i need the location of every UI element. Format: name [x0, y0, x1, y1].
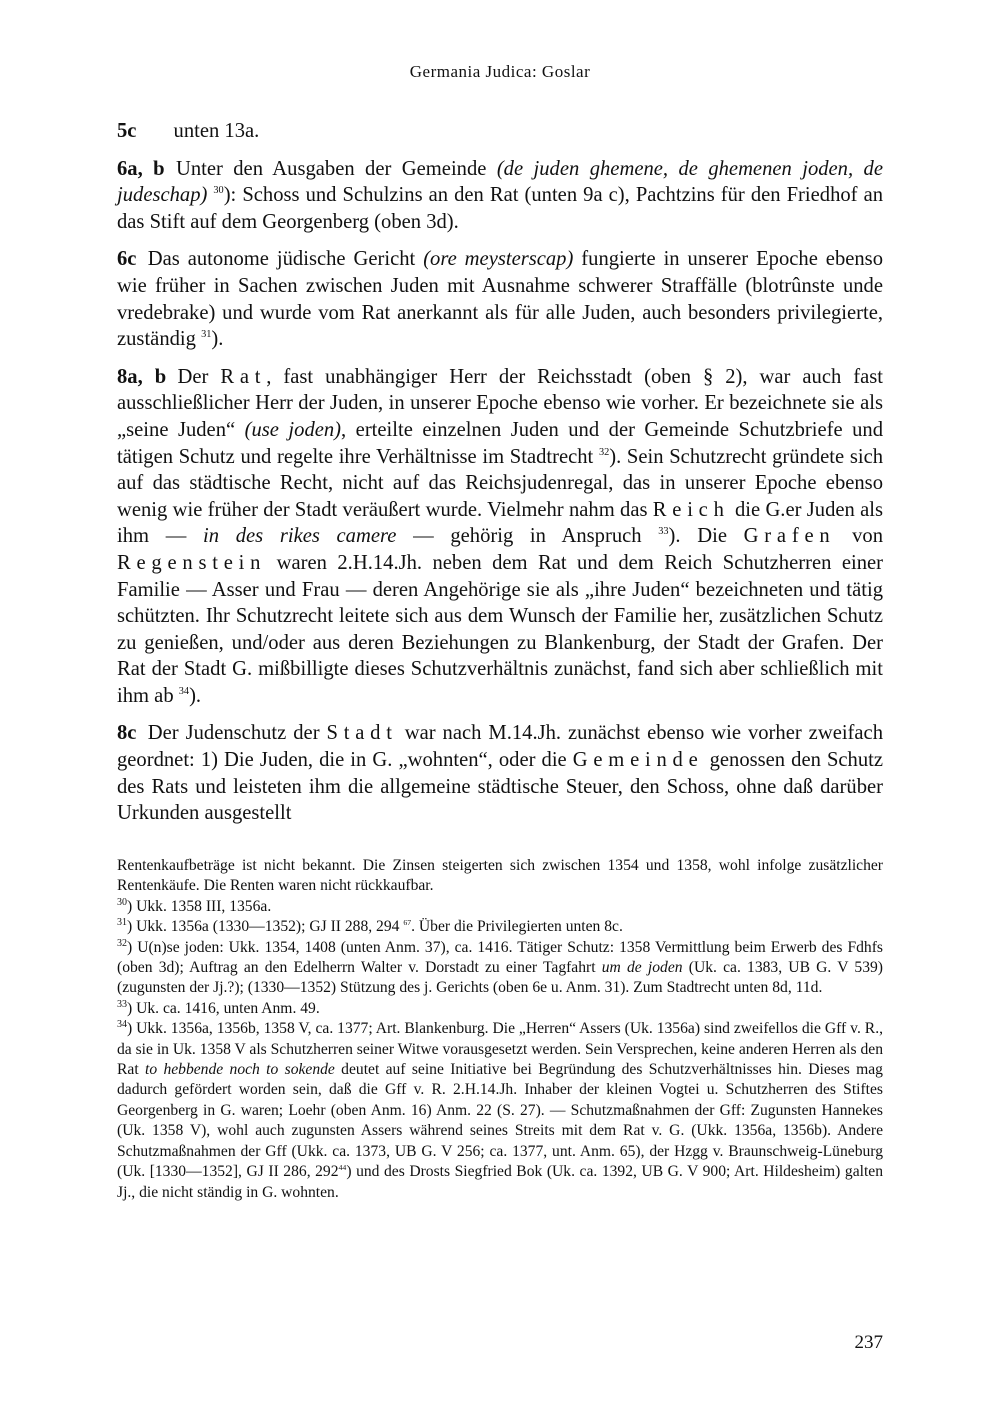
text-segment-spaced: Regenstein: [117, 551, 267, 574]
page-number: 237: [854, 1332, 883, 1353]
paragraph-label: 6c: [117, 248, 137, 271]
text-segment: Das autonome jüdische Gericht: [147, 248, 424, 271]
text-segment: unten 13a.: [173, 120, 260, 142]
paragraph-6ab: [117, 156, 883, 236]
footnote-ref: 33: [658, 526, 669, 538]
text-segment: von: [835, 525, 884, 548]
footnote-34: [117, 1019, 883, 1203]
footnote-number: 33: [117, 998, 127, 1010]
text-segment: ).: [211, 328, 224, 351]
paragraph-8ab: [117, 364, 883, 710]
text-segment-italic: in des rikes camere: [203, 525, 397, 548]
paragraph-label: 8a, b: [117, 365, 167, 388]
text-segment: war nach M.14.Jh. zunächst ebenso wie vorher zweifach geordnet: 1) Die Juden, die in G. „wohnten“, oder die: [117, 722, 883, 772]
text-segment: ) Ukk. 1358 III, 1356a.: [127, 897, 272, 915]
text-segment: deutet auf seine Initiative bei Begründung des Schutzverhältnisses hin. Dieses mag dadurch gefördert worden sein, daß die Gff v. R. 2.H.14.Jh. Inhaber der kleinen Vogtei u. Schutzherren des Stiftes Georgenberg in G. waren; Loehr (oben Anm. 16) Anm. 22 (S. 27). — Schutzmaßnahmen der Gff: Zugunsten Hannekes (Uk. 1358 V), wohl auch zugunsten Assers während seines Streits mit dem Rat v. G. (Ukk. 1356a, 1356b). Andere Schutzmaßnahmen der Gff (Ukk. ca. 1373, UB G. V 256; ca. 1377, unt. Anm. 65), der Hzgg v. Braunschweig-Lüneburg (Uk. [1330—1352], GJ II 286, 292: [117, 1061, 883, 1181]
text-segment: Der Judenschutz der: [147, 722, 327, 745]
paragraph-8c: [117, 720, 883, 826]
footnote-ref: 44: [338, 1162, 347, 1172]
text-segment-spaced: Reich: [652, 498, 730, 521]
footnote-31: [117, 917, 883, 937]
text-segment: ). Die: [668, 525, 744, 548]
text-segment: ) Ukk. 1356a, 1356b, 1358 V, ca. 1377; Art. Blankenburg. Die „Herren“ Assers (Uk. 1356a) sind zweifellos die Gff v. R., da sie in Uk. 1358 V als Schutzherren seiner Witwe vorausgesetzt werden. Sein Versprechen, keine anderen Herren als den Rat: [117, 1020, 883, 1079]
footnote-number: 32: [117, 937, 127, 949]
text-segment: fungierte in unserer Epoche ebenso wie früher in Sachen zwischen Juden mit Ausnahme schwerer Straffälle (blotrûnste unde vredebrake) und wurde vom Rat anerkannt als für alle Juden, auch besonders privilegierte, zuständig: [117, 248, 883, 351]
text-segment-italic: to hebbende noch to sokende: [144, 1061, 335, 1079]
text-segment: ).: [189, 684, 202, 707]
footnote-number: 30: [117, 896, 127, 908]
text-segment-spaced: Rat: [220, 365, 267, 388]
text-segment: Der: [177, 365, 221, 388]
text-segment: ). Sein Schutzrecht gründete sich auf das städtische Recht, nicht auf das Reichsjudenregal, das in unserer Epoche ebenso wenig wie früher der Stadt veräußert wurde. Vielmehr nahm das: [117, 445, 884, 521]
footnote-30: [117, 897, 883, 917]
text-segment: Rentenkaufbeträge ist nicht bekannt. Die Zinsen steigerten sich zwischen 1354 und 1358, wohl infolge zusätzlicher Rentenkäufe. Die Renten waren nicht rückkaufbar.: [117, 857, 883, 895]
text-segment: , erteilte einzelnen Juden und der Gemeinde Schutzbriefe und tätigen Schutz und regelte ihre Verhältnisse im Stadtrecht: [117, 418, 883, 468]
footnote-32: [117, 938, 883, 999]
text-segment: genossen den Schutz des Rats und leisteten ihm die allgemeine städtische Steuer, den Schoss, ohne daß darüber Urkunden ausgestellt: [117, 749, 883, 825]
main-text: [117, 118, 883, 838]
paragraph-label: 8c: [117, 722, 137, 745]
text-segment: (Uk. ca. 1383, UB G. V 539) (zugunsten der Jj.?); (1330—1352) Stützung des j. Gerichts (oben 6e u. Anm. 31). Zum Stadtrecht unten 8d, 11d.: [117, 959, 883, 997]
footnote-number: 34: [117, 1019, 127, 1031]
footnote-33: [117, 999, 883, 1019]
text-segment-spaced: Stadt: [326, 722, 398, 745]
text-segment: die G.er Juden als ihm —: [117, 498, 883, 548]
text-segment: ) Uk. ca. 1416, unten Anm. 49.: [127, 999, 320, 1017]
text-segment-italic: (ore meysterscap): [423, 248, 574, 271]
footnotes: [117, 856, 883, 1203]
footnote-ref: 34: [178, 686, 190, 698]
text-segment-italic: um de joden: [601, 959, 683, 977]
paragraph-5c: [117, 118, 883, 145]
text-segment-spaced: Grafen: [743, 525, 836, 548]
text-segment: . Über die Privilegierten unten 8c.: [411, 918, 623, 936]
text-segment: ) U(n)se joden: Ukk. 1354, 1408 (unten Anm. 37), ca. 1416. Tätiger Schutz: 1358 Vermittlung beim Erwerb des Fdhfs (oben 3d); Auftrag an den Edelherrn Walter v. Dorstadt zu einer Tagfahrt: [117, 938, 883, 977]
text-segment: ) Ukk. 1356a (1330—1352); GJ II 288, 294: [127, 918, 404, 936]
text-segment-italic: (use joden): [244, 418, 342, 441]
footnote-ref: 30: [213, 185, 224, 197]
footnote-ref: 32: [598, 446, 610, 458]
text-segment: waren 2.H.14.Jh. neben dem Rat und dem Reich Schutzherren einer Familie — Asser und Frau — deren Angehörige sie als „ihre Juden“ bezeichneten und tätig schützten. Ihr Schutzrecht leitete sich aus dem Wunsch der Familie her, zusätzlichen Schutz zu genießen, und/oder aus deren Beziehungen zu Blankenburg, der Stadt der Grafen. Der Rat der Stadt G. mißbilligte dieses Schutzverhältnis zunächst, fand sich aber schließlich mit ihm ab: [117, 551, 883, 707]
footnote-continuation: [117, 856, 883, 897]
paragraph-label: 6a, b: [117, 157, 165, 180]
text-segment-italic: (de juden ghemene, de ghemenen joden, de judeschap): [117, 157, 883, 207]
text-segment: — gehörig in Anspruch: [396, 525, 659, 548]
footnote-number: 31: [117, 917, 127, 929]
footnote-ref: 31: [201, 329, 212, 341]
text-segment: Unter den Ausgaben der Gemeinde: [175, 157, 497, 180]
text-segment: ) und des Drosts Siegfried Bok (Uk. ca. 1392, UB G. V 900; Art. Hildesheim) galten Jj., die nicht ständig in G. wohnten.: [117, 1163, 883, 1201]
paragraph-6c: [117, 246, 883, 352]
paragraph-label: 5c: [117, 120, 137, 142]
running-header: Germania Judica: Goslar: [409, 62, 591, 81]
footnote-ref: 67: [403, 918, 412, 928]
text-segment: , fast unabhängiger Herr der Reichsstadt (oben § 2), war auch fast ausschließlicher Herr der Juden, in unserer Epoche ebenso wie vorher. Er bezeichnete sie als „seine Juden“: [117, 365, 883, 441]
text-segment-spaced: Gemeinde: [572, 749, 704, 772]
text-segment: ): Schoss und Schulzins an den Rat (unten 9a c), Pachtzins für den Friedhof an das Stift auf dem Georgenberg (oben 3d).: [117, 184, 884, 233]
